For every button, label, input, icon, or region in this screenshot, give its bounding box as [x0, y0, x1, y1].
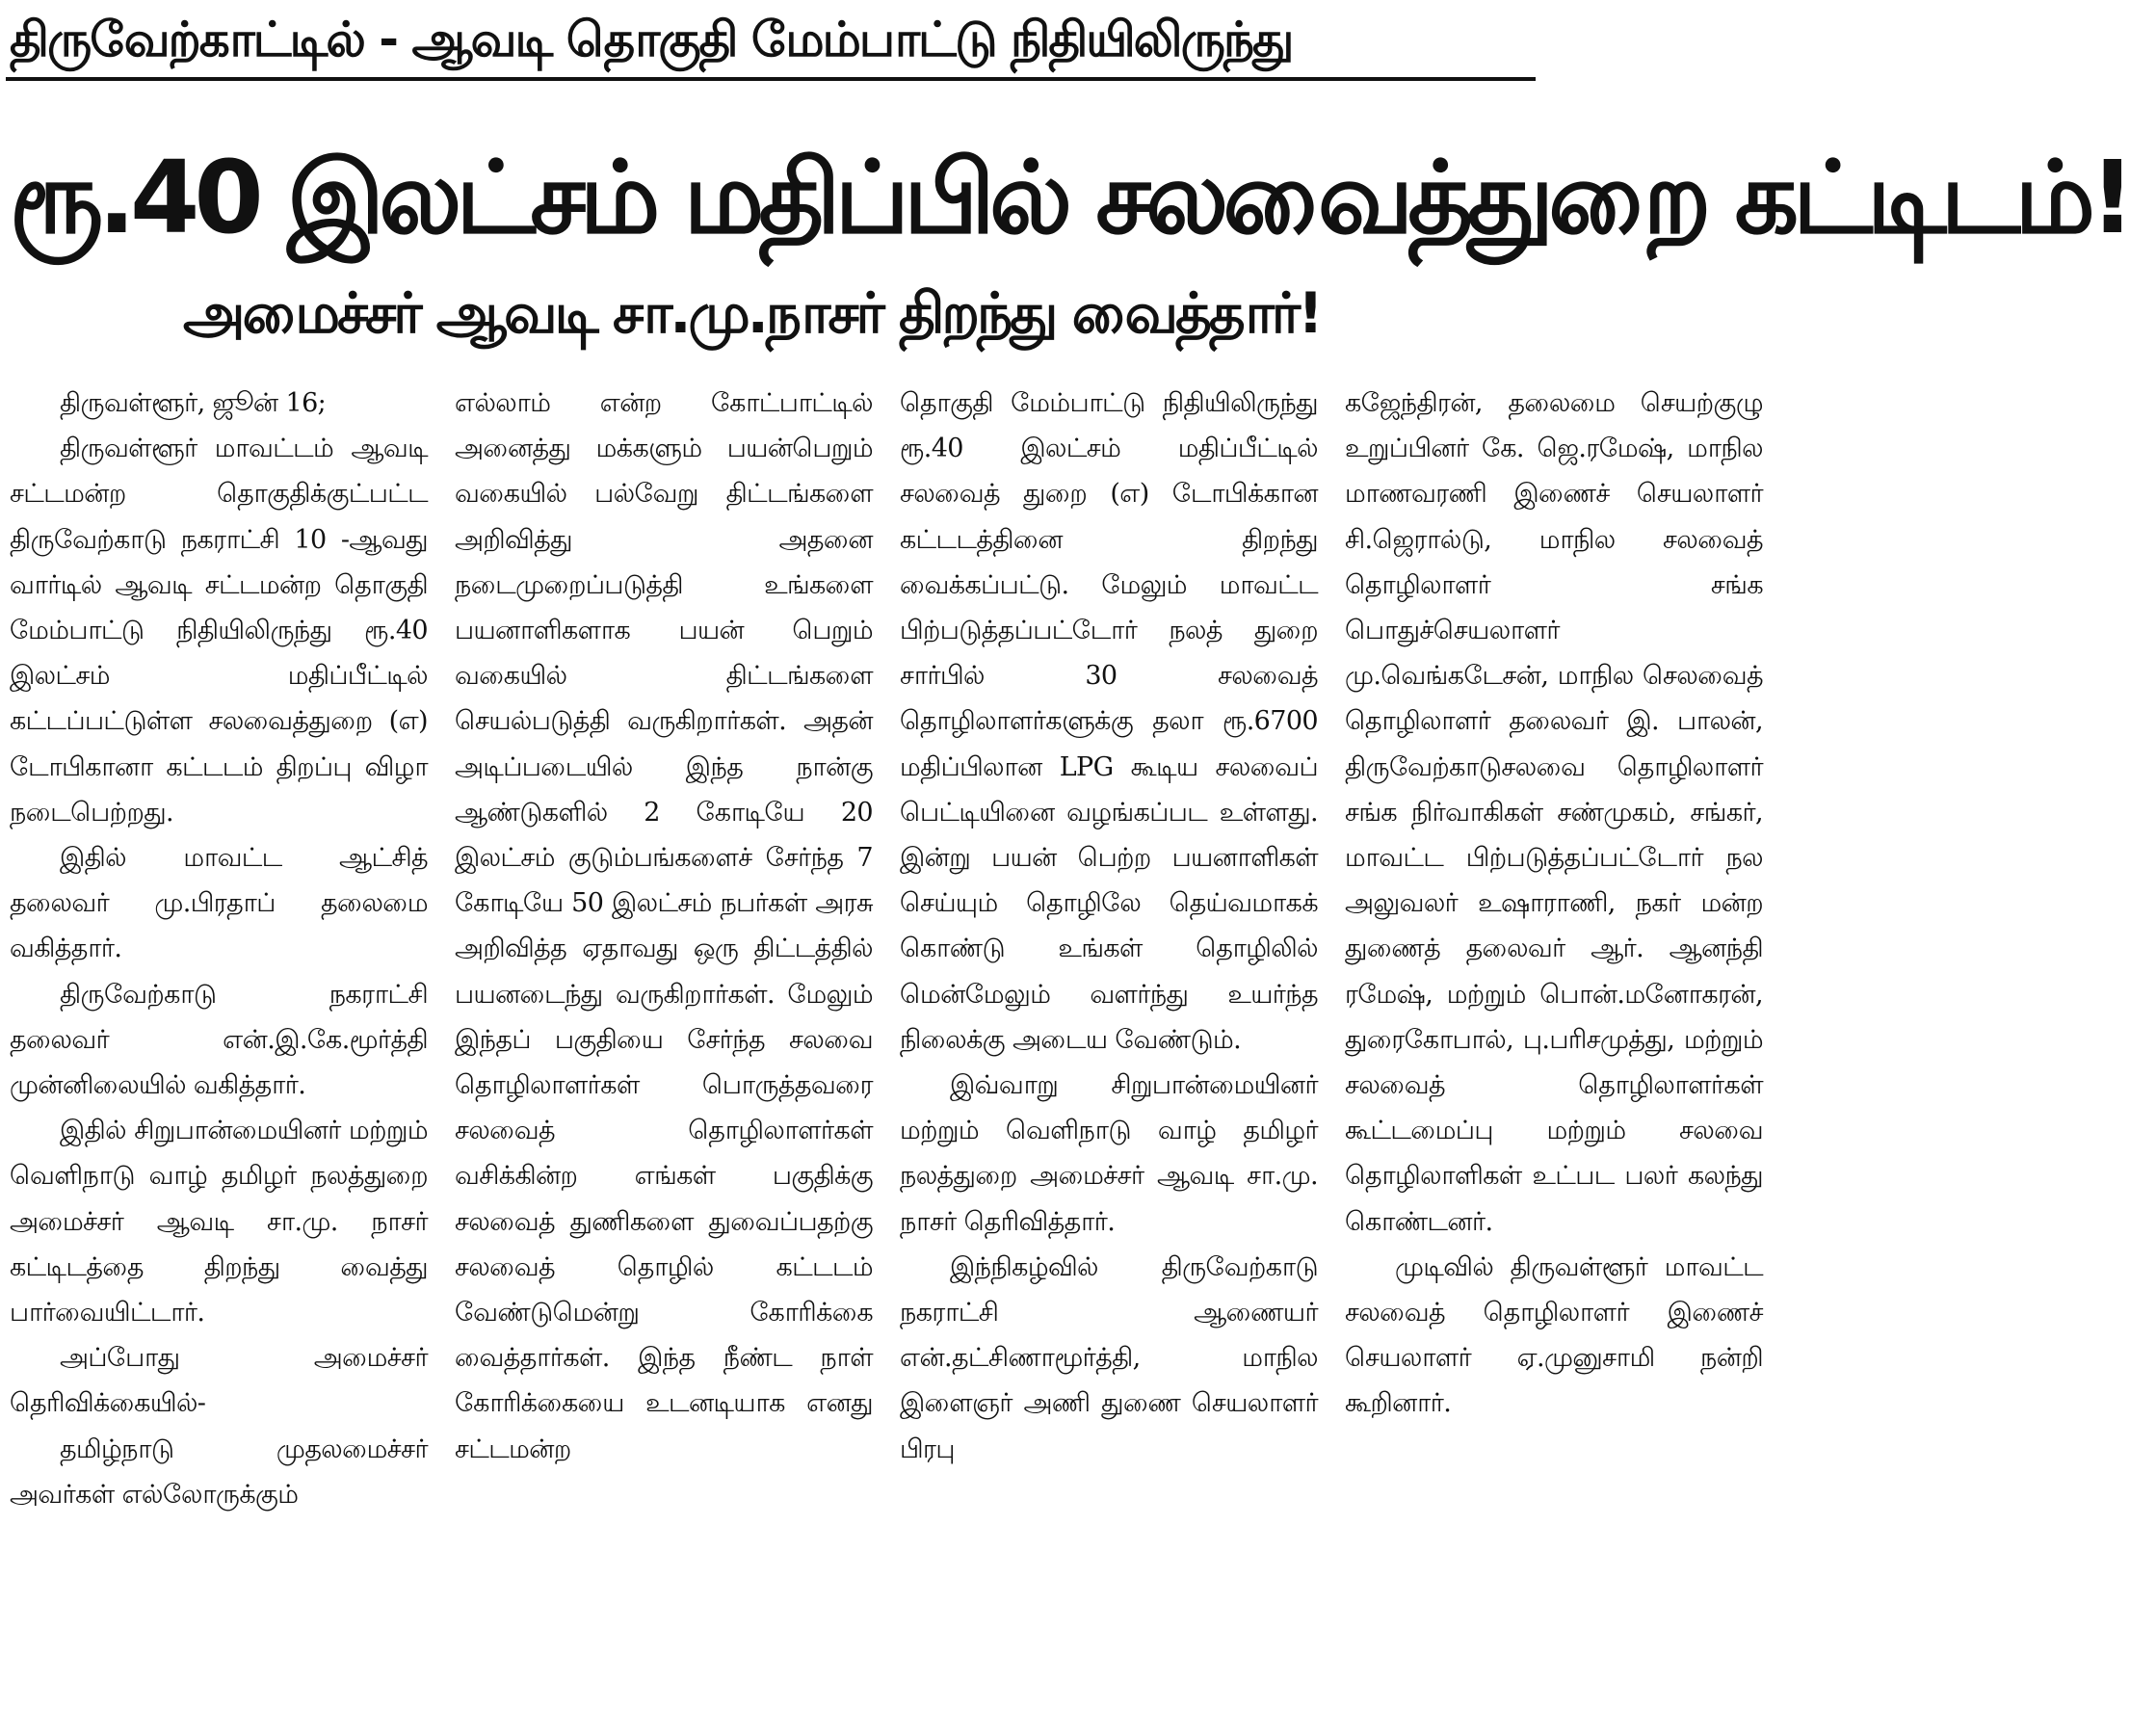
paragraph: திருவள்ளூர் மாவட்டம் ஆவடி சட்டமன்ற தொகுதிக்குட்பட்ட திருவேற்காடு நகராட்சி 10 -ஆவது வார்டில் ஆவடி சட்டமன்ற தொகுதி மேம்பாட்டு நிதியிலிருந்து ரூ.40 இலட்சம் மதிப்பீட்டில் கட்டப்பட்டுள்ள சலவைத்துறை (எ) டோபிகானா கட்டடம் திறப்பு விழா நடைபெற்றது. [10, 434, 428, 828]
paragraph: தொகுதி மேம்பாட்டு நிதியிலிருந்து ரூ.40 இலட்சம் மதிப்பீட்டில் சலவைத் துறை (எ) டோபிக்கான கட்டடத்தினை திறந்து வைக்கப்பட்டு. மேலும் மாவட்ட பிற்படுத்தப்பட்டோர் நலத் துறை சார்பில் 30 சலவைத் தொழிலாளர்களுக்கு தலா ரூ.6700 மதிப்பிலான LPG கூடிய சலவைப் பெட்டியினை வழங்கப்பட உள்ளது. இன்று பயன் பெற்ற பயனாளிகள் செய்யும் தொழிலே தெய்வமாகக் கொண்டு உங்கள் தொழிலில் மென்மேலும் வளர்ந்து உயர்ந்த நிலைக்கு அடைய வேண்டும். [900, 388, 1318, 1055]
paragraph: எல்லாம் என்ற கோட்பாட்டில் அனைத்து மக்களும் பயன்பெறும் வகையில் பல்வேறு திட்டங்களை அறிவித்து அதனை நடைமுறைப்படுத்தி உங்களை பயனாளிகளாக பயன் பெறும் வகையில் திட்டங்களை செயல்படுத்தி வருகிறார்கள். அதன் அடிப்படையில் இந்த நான்கு ஆண்டுகளில் 2 கோடியே 20 இலட்சம் குடும்பங்களைச் சேர்ந்த 7 கோடியே 50 இலட்சம் நபர்கள் அரசு அறிவித்த ஏதாவது ஒரு திட்டத்தில் பயனடைந்து வருகிறார்கள். மேலும் இந்தப் பகுதியை சேர்ந்த சலவை தொழிலாளர்கள் பொருத்தவரை சலவைத் தொழிலாளர்கள் வசிக்கின்ற எங்கள் பகுதிக்கு சலவைத் துணிகளை துவைப்பதற்கு சலவைத் தொழில் கட்டடம் வேண்டுமென்று கோரிக்கை வைத்தார்கள். இந்த நீண்ட நாள் கோரிக்கையை உடனடியாக எனது சட்டமன்ற [455, 388, 873, 1464]
paragraph: இதில் சிறுபான்மையினர் மற்றும் வெளிநாடு வாழ் தமிழர் நலத்துறை அமைச்சர் ஆவடி சா.மு. நாசர் கட்டிடத்தை திறந்து வைத்து பார்வையிட்டார். [10, 1116, 428, 1328]
paragraph: தமிழ்நாடு முதலமைச்சர் அவர்கள் எல்லோருக்கும் [10, 1434, 428, 1510]
kicker-line: திருவேற்காட்டில் - ஆவடி தொகுதி மேம்பாட்டு நிதியிலிருந்து [10, 12, 1293, 67]
paragraph: முடிவில் திருவள்ளூர் மாவட்ட சலவைத் தொழிலாளர் இணைச் செயலாளர் ஏ.முனுசாமி நன்றி கூறினார். [1345, 1251, 1763, 1419]
paragraph: இவ்வாறு சிறுபான்மையினர் மற்றும் வெளிநாடு வாழ் தமிழர் நலத்துறை அமைச்சர் ஆவடி சா.மு. நாசர் தெரிவித்தார். [900, 1070, 1318, 1237]
paragraph: கஜேந்திரன், தலைமை செயற்குழு உறுப்பினர் கே. ஜெ.ரமேஷ், மாநில மாணவரணி இணைச் செயலாளர் சி.ஜெரால்டு, மாநில சலவைத் தொழிலாளர் சங்க பொதுச்செயலாளர் மு.வெங்கடேசன், மாநில செலவைத் தொழிலாளர் தலைவர் இ. பாலன், திருவேற்காடுசலவை தொழிலாளர் சங்க நிர்வாகிகள் சண்முகம், சங்கர், மாவட்ட பிற்படுத்தப்பட்டோர் நல அலுவலர் உஷாராணி, நகர் மன்ற துணைத் தலைவர் ஆர். ஆனந்தி ரமேஷ், மற்றும் பொன்.மனோகரன், துரைகோபால், பு.பரிசமுத்து, மற்றும் சலவைத் தொழிலாளர்கள் கூட்டமைப்பு மற்றும் சலவை தொழிலாளிகள் உட்பட பலர் கலந்து கொண்டனர். [1345, 388, 1763, 1237]
column-4 [1345, 381, 1763, 1720]
dateline: திருவள்ளூர், ஜூன் 16; [60, 388, 327, 418]
paragraph: இந்நிகழ்வில் திருவேற்காடு நகராட்சி ஆணையர் என்.தட்சிணாமூர்த்தி, மாநில இளைஞர் அணி துணை செயலாளர் பிரபு [900, 1251, 1318, 1464]
column-1 [10, 381, 428, 1720]
headline: ரூ.40 இலட்சம் மதிப்பில் சலவைத்துறை கட்டிடம்! [10, 139, 2130, 256]
paragraph: இதில் மாவட்ட ஆட்சித் தலைவர் மு.பிரதாப் தலைமை வகித்தார். [10, 843, 428, 964]
column-2 [455, 381, 873, 1720]
paragraph: திருவேற்காடு நகராட்சி தலைவர் என்.இ.கே.மூர்த்தி முன்னிலையில் வகித்தார். [10, 979, 428, 1101]
column-3 [900, 381, 1318, 1720]
paragraph: அப்போது அமைச்சர் தெரிவிக்கையில்- [10, 1343, 428, 1419]
kicker-underline [6, 77, 1536, 81]
article-body [10, 381, 1763, 1720]
subheadline: அமைச்சர் ஆவடி சா.மு.நாசர் திறந்து வைத்தார்! [183, 280, 1321, 346]
